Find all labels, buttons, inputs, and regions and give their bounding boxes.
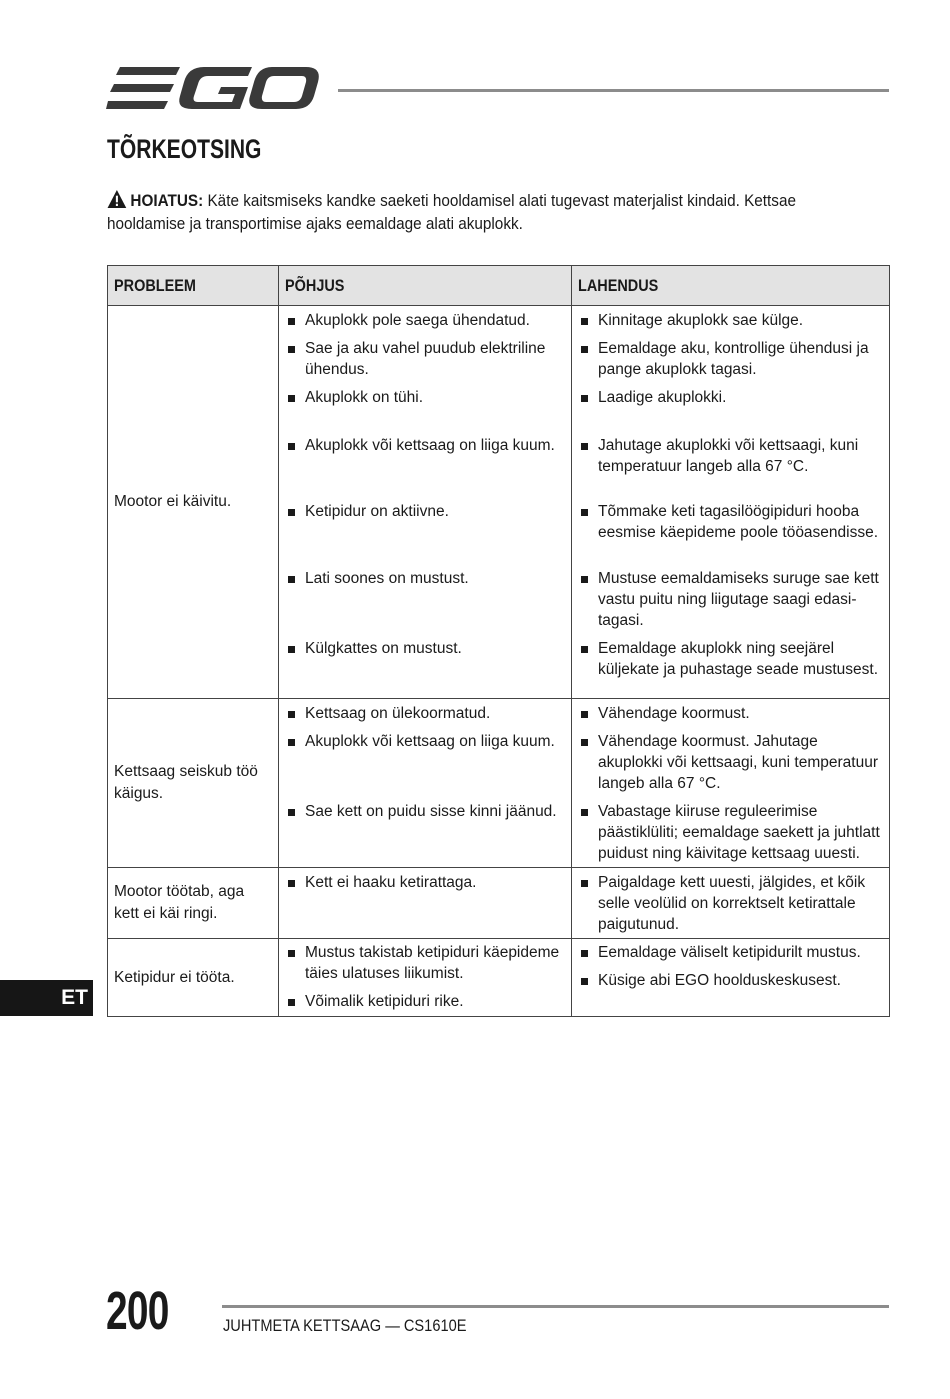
cause-item: Kett ei haaku ketirattaga. <box>288 872 563 893</box>
solution-item: Mustuse eemaldamiseks suruge sae kett vastu puitu ning liigutage saagi edasi-tagasi. <box>581 568 881 631</box>
cause-item: Akuplokk või kettsaag on liiga kuum. <box>288 435 563 456</box>
table-row <box>108 868 890 939</box>
cause-item: Sae ja aku vahel puudub elektriline ühendus. <box>288 338 563 380</box>
solution-item: Paigaldage kett uuesti, jälgides, et kõik selle veolülid on korrektselt ketirattale paigutunud. <box>581 872 881 935</box>
header-rule <box>338 89 889 92</box>
cause-item: Akuplokk või kettsaag on liiga kuum. <box>288 731 563 752</box>
header-solution: LAHENDUS <box>572 266 890 306</box>
solution-item: Eemaldage väliselt ketipidurilt mustus. <box>581 942 881 963</box>
problem-cell: Ketipidur ei tööta. <box>108 939 279 1017</box>
table-row <box>108 699 890 868</box>
language-tab: ET <box>0 980 93 1016</box>
cause-cell <box>279 939 572 1017</box>
problem-cell: Kettsaag seiskub töö käigus. <box>108 699 279 868</box>
solution-item: Jahutage akuplokki või kettsaagi, kuni temperatuur langeb alla 67 °C. <box>581 435 881 477</box>
table-header-row <box>108 266 890 306</box>
solution-item: Küsige abi EGO hoolduskeskusest. <box>581 970 881 991</box>
solution-cell <box>572 939 890 1017</box>
cause-item: Mustus takistab ketipiduri käepideme täies ulatuses liikumist. <box>288 942 563 984</box>
page-title: TÕRKEOTSING <box>107 134 262 164</box>
cause-item: Külgkattes on mustust. <box>288 638 563 659</box>
warning-triangle-icon <box>107 190 127 208</box>
header-problem: PROBLEEM <box>108 266 279 306</box>
troubleshooting-table <box>107 265 890 1017</box>
footer-rule <box>222 1305 889 1308</box>
solution-item: Vähendage koormust. <box>581 703 881 724</box>
warning-notice <box>107 189 827 235</box>
cause-cell <box>279 306 572 699</box>
solution-cell <box>572 868 890 939</box>
ego-logo <box>106 64 320 114</box>
warning-label: HOIATUS: <box>130 191 204 210</box>
solution-item: Laadige akuplokki. <box>581 387 881 408</box>
solution-cell <box>572 306 890 699</box>
solution-item: Tõmmake keti tagasilöögipiduri hooba eesmise käepideme poole tööasendisse. <box>581 501 881 543</box>
warning-text: Käte kaitsmiseks kandke saeketi hooldamisel alati tugevast materjalist kindaid. Kettsae hooldamise ja transportimise ajaks eemaldage alati akuplokk. <box>107 191 796 233</box>
problem-cell: Mootor töötab, aga kett ei käi ringi. <box>108 868 279 939</box>
cause-cell <box>279 699 572 868</box>
solution-item: Eemaldage akuplokk ning seejärel küljekate ja puhastage seade mustusest. <box>581 638 881 680</box>
header-cause: PÕHJUS <box>279 266 572 306</box>
solution-item: Vähendage koormust. Jahutage akuplokki või kettsaagi, kuni temperatuur langeb alla 67 °C. <box>581 731 881 794</box>
cause-item: Akuplokk on tühi. <box>288 387 563 408</box>
table-row <box>108 939 890 1017</box>
cause-item: Sae kett on puidu sisse kinni jäänud. <box>288 801 563 822</box>
solution-cell <box>572 699 890 868</box>
footer-text: JUHTMETA KETTSAAG — CS1610E <box>223 1316 467 1335</box>
cause-item: Kettsaag on ülekoormatud. <box>288 703 563 724</box>
solution-item: Vabastage kiiruse reguleerimise päästiklüliti; eemaldage saekett ja juhtlatt puidust ning käivitage kettsaag uuesti. <box>581 801 881 864</box>
problem-cell: Mootor ei käivitu. <box>108 306 279 699</box>
cause-item: Lati soones on mustust. <box>288 568 563 589</box>
cause-item: Akuplokk pole saega ühendatud. <box>288 310 563 331</box>
cause-cell <box>279 868 572 939</box>
cause-item: Võimalik ketipiduri rike. <box>288 991 563 1012</box>
table-row <box>108 306 890 699</box>
page-number: 200 <box>106 1281 169 1341</box>
cause-item: Ketipidur on aktiivne. <box>288 501 563 522</box>
solution-item: Kinnitage akuplokk sae külge. <box>581 310 881 331</box>
solution-item: Eemaldage aku, kontrollige ühendusi ja pange akuplokk tagasi. <box>581 338 881 380</box>
